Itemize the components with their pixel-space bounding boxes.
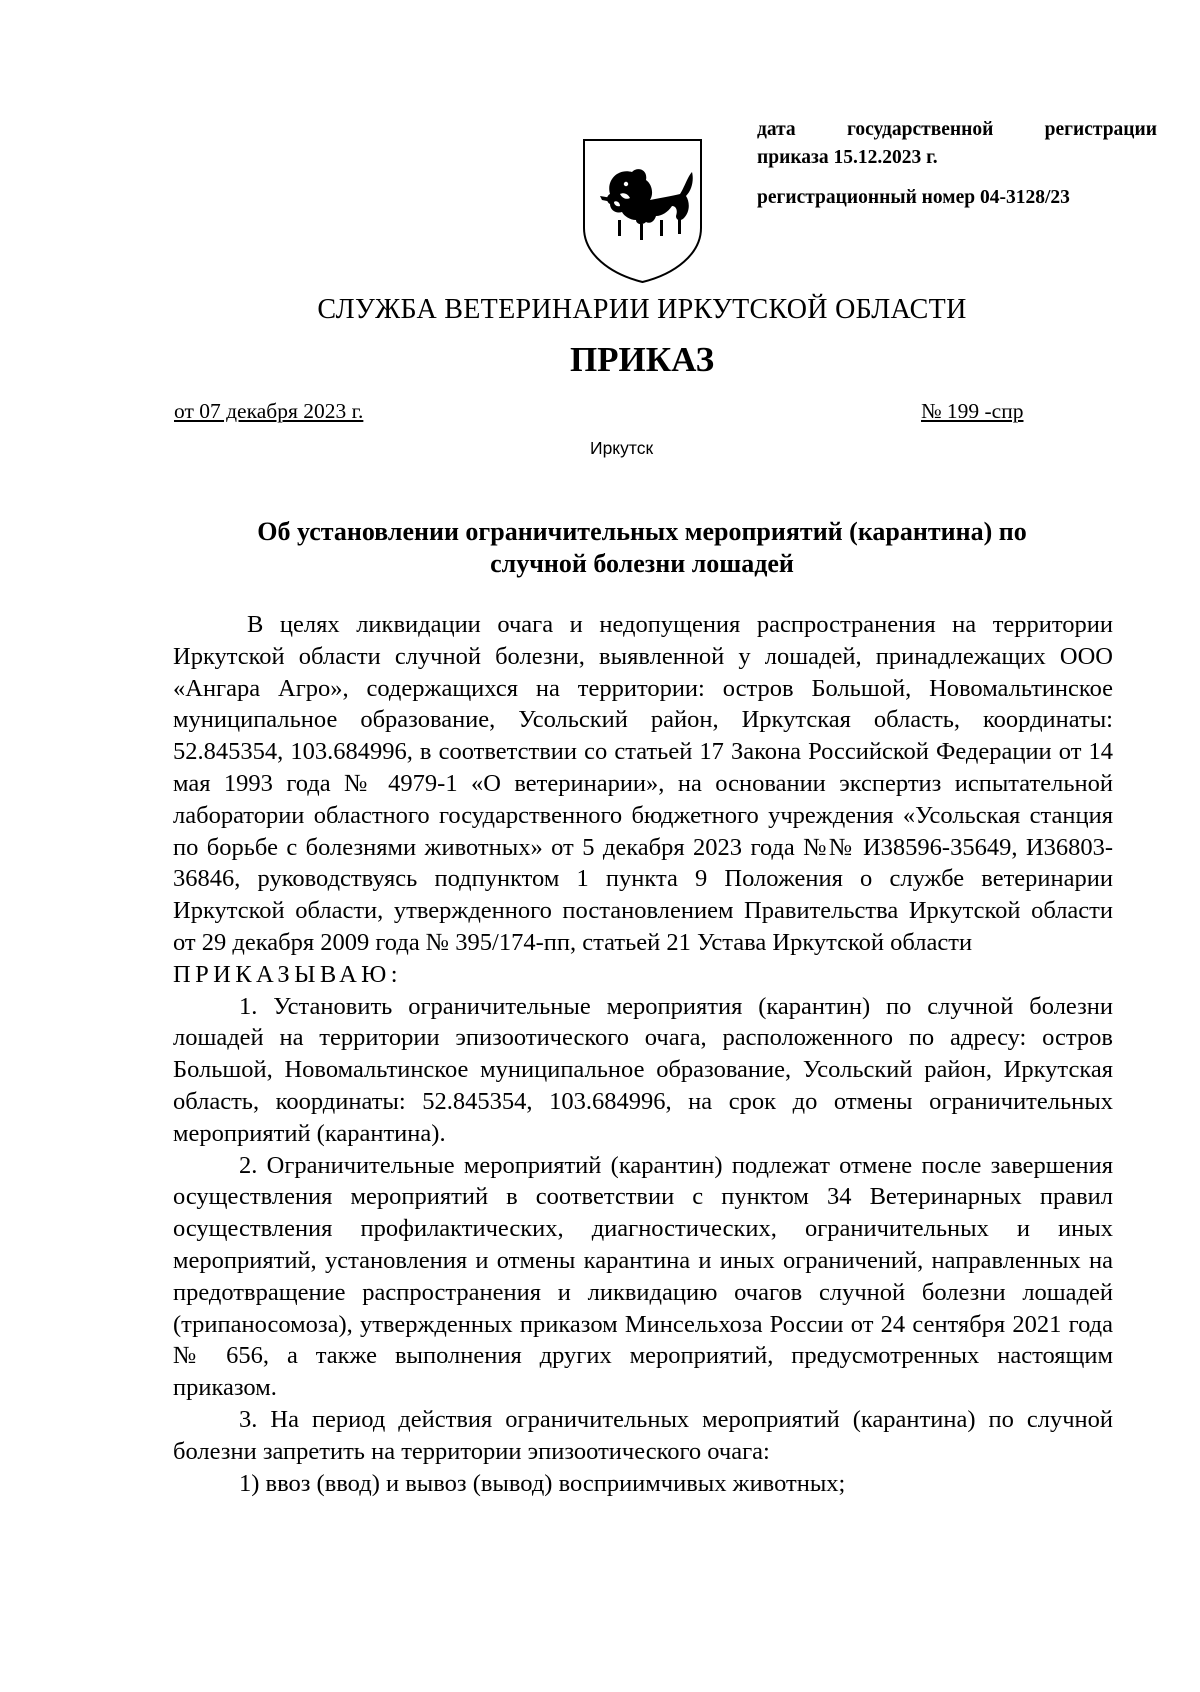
preamble-paragraph: В целях ликвидации очага и недопущения распространения на территории Иркутской области случной болезни, выявленной у лошадей, принадлежащих ООО «Ангара Агро», содержащихся на территории: остров Большой, Новомальтинское муниципальное образование, Усольский район, Иркутская область, координаты: 52.845354, 103.684996, в соответствии со статьей 17 Закона Российской Федерации от 14 мая 1993 года № 4979-1 «О ветеринарии», на основании экспертиз испытательной лаборатории областного государственного бюджетного учреждения «Усольская станция по борьбе с болезнями животных» от 5 декабря 2023 года №№ И38596-35649, И36803-36846, руководствуясь подпунктом 1 пункта 9 Положения о службе ветеринарии Иркутской области, утвержденного постановлением Правительства Иркутской области от 29 декабря 2009 года № 395/174-пп, статьей 21 Устава Иркутской области (173, 611, 1113, 956)
order-item-1: 1. Установить ограничительные мероприятия (карантин) по случной болезни лошадей на территории эпизоотического очага, расположенного по адресу: остров Большой, Новомальтинское муниципальное образование, Усольский район, Иркутская область, координаты: 52.845354, 103.684996, на срок до отмены ограничительных мероприятий (карантина). (173, 992, 1113, 1147)
registration-date-label: дата государственной регистрации (757, 119, 1157, 140)
document-body (173, 609, 1113, 1499)
order-subitem-1: 1) ввоз (ввод) и вывоз (вывод) восприимчивых животных; (239, 1469, 846, 1497)
registration-number: регистрационный номер 04-3128/23 (757, 187, 1070, 208)
subject-line-2: случной болезни лошадей (490, 549, 794, 578)
coat-of-arms-icon (580, 136, 705, 284)
registration-date: приказа 15.12.2023 г. (757, 147, 938, 168)
order-item-2: 2. Ограничительные мероприятий (карантин) подлежат отмене после завершения осуществления мероприятий в соответствии с пунктом 34 Ветеринарных правил осуществления профилактических, диагностических, ограничительных и иных мероприятий, установления и отмены карантина и иных ограничений, направленных на предотвращение распространения и ликвидацию очагов случной болезни лошадей (трипаносомоза), утвержденных приказом Минсельхоза России от 24 сентября 2021 года № 656, а также выполнения других мероприятий, предусмотренных настоящим приказом. (173, 1151, 1113, 1402)
order-item-3: 3. На период действия ограничительных мероприятий (карантина) по случной болезни запретить на территории эпизоотического очага: (173, 1405, 1113, 1465)
document-type: ПРИКАЗ (569, 340, 715, 379)
organization-name: СЛУЖБА ВЕТЕРИНАРИИ ИРКУТСКОЙ ОБЛАСТИ (317, 294, 967, 325)
document-subject (160, 516, 1124, 580)
registration-block (757, 116, 1157, 212)
document-date: от 07 декабря 2023 г. (174, 399, 364, 423)
document-city: Иркутск (590, 438, 654, 458)
decree-word: ПРИКАЗЫВАЮ: (173, 960, 402, 988)
document-number: № 199 -спр (921, 399, 1024, 423)
subject-line-1: Об установлении ограничительных мероприятий (карантина) по (257, 517, 1027, 546)
